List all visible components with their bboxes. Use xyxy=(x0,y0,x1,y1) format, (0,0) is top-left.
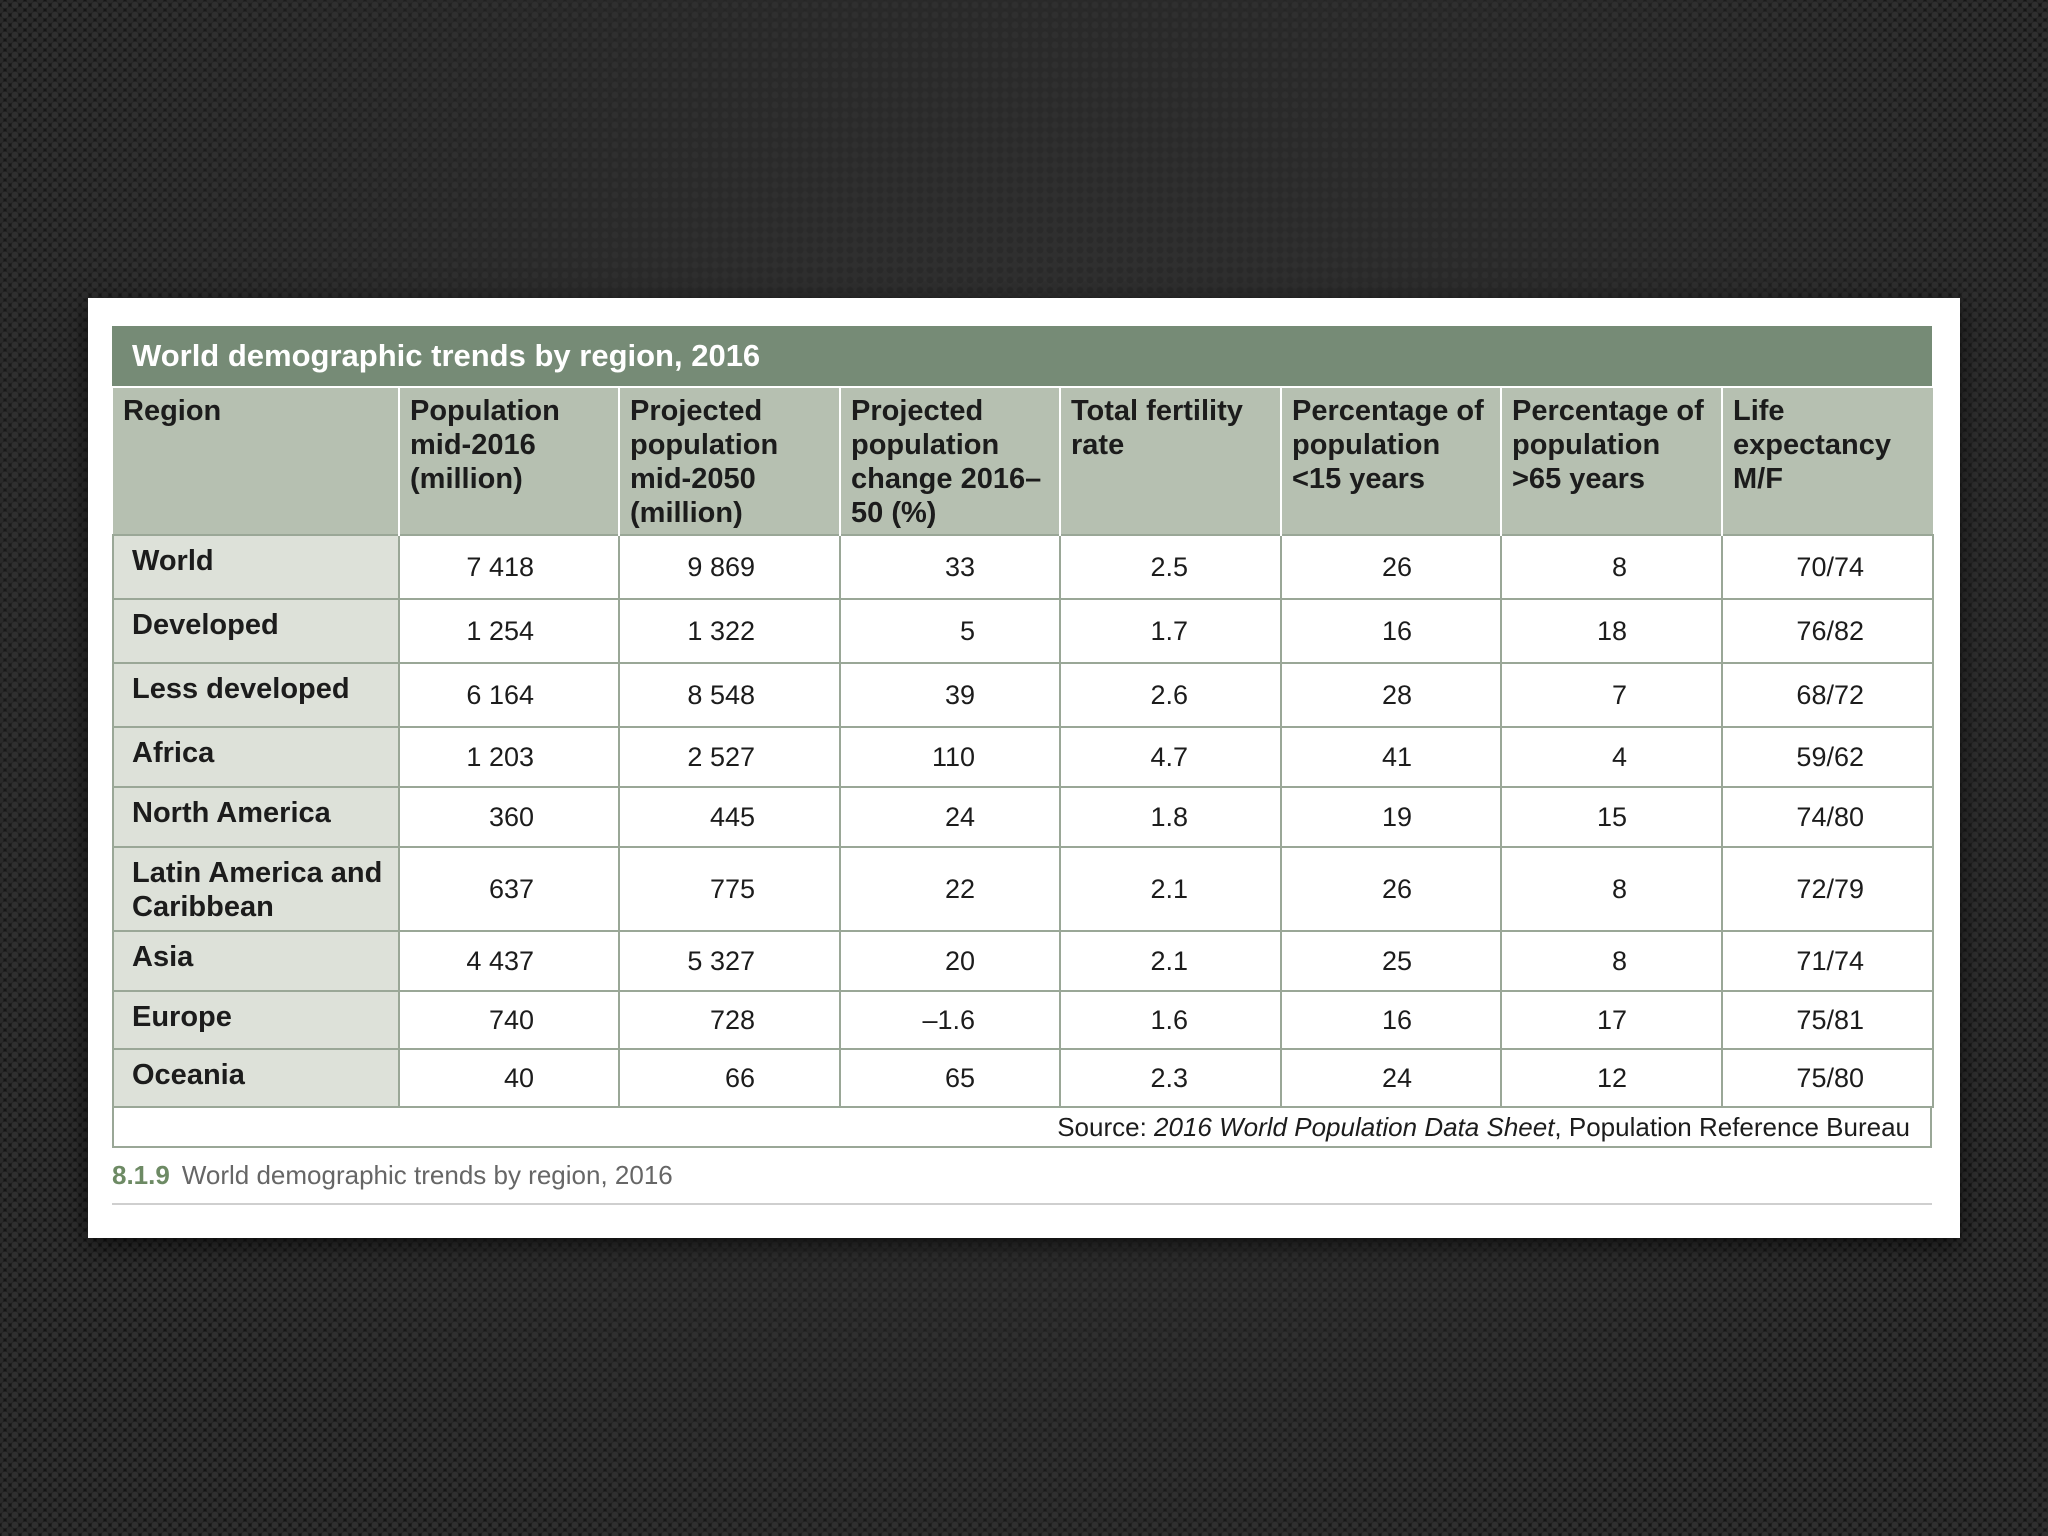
table-row xyxy=(113,847,1933,931)
cell-fertility-rate: 4.7 xyxy=(1060,727,1281,787)
cell-fertility-rate: 1.7 xyxy=(1060,599,1281,663)
row-region: North America xyxy=(113,787,399,847)
header-row xyxy=(113,388,1933,535)
cell-over-65: 8 xyxy=(1501,847,1722,931)
cell-life-expectancy: 70/74 xyxy=(1722,535,1933,599)
cell-population-2050: 1 322 xyxy=(619,599,840,663)
cell-projected-change: –1.6 xyxy=(840,991,1060,1049)
row-region: Developed xyxy=(113,599,399,663)
source-suffix: , Population Reference Bureau xyxy=(1554,1112,1910,1142)
cell-over-65: 15 xyxy=(1501,787,1722,847)
cell-over-65: 17 xyxy=(1501,991,1722,1049)
cell-life-expectancy: 71/74 xyxy=(1722,931,1933,991)
cell-fertility-rate: 2.1 xyxy=(1060,847,1281,931)
cell-population-2016: 4 437 xyxy=(399,931,619,991)
cell-under-15: 24 xyxy=(1281,1049,1501,1107)
cell-projected-change: 110 xyxy=(840,727,1060,787)
cell-population-2016: 360 xyxy=(399,787,619,847)
cell-projected-change: 20 xyxy=(840,931,1060,991)
table-row xyxy=(113,663,1933,727)
row-region: Africa xyxy=(113,727,399,787)
caption-number: 8.1.9 xyxy=(112,1160,170,1190)
table-row xyxy=(113,787,1933,847)
header-projected-change: Projected population change 2016–50 (%) xyxy=(840,388,1060,535)
cell-population-2050: 445 xyxy=(619,787,840,847)
cell-projected-change: 24 xyxy=(840,787,1060,847)
row-region: World xyxy=(113,535,399,599)
cell-over-65: 8 xyxy=(1501,535,1722,599)
cell-projected-change: 65 xyxy=(840,1049,1060,1107)
cell-projected-change: 39 xyxy=(840,663,1060,727)
source-line xyxy=(112,1108,1932,1148)
slide-card xyxy=(88,298,1960,1238)
cell-fertility-rate: 2.1 xyxy=(1060,931,1281,991)
row-region: Asia xyxy=(113,931,399,991)
cell-life-expectancy: 76/82 xyxy=(1722,599,1933,663)
cell-fertility-rate: 1.6 xyxy=(1060,991,1281,1049)
table-row xyxy=(113,535,1933,599)
header-percent-over-65: Percentage of population >65 years xyxy=(1501,388,1722,535)
header-life-expectancy: Life expectancy M/F xyxy=(1722,388,1933,535)
cell-population-2016: 6 164 xyxy=(399,663,619,727)
demographic-table-container xyxy=(112,326,1932,1205)
cell-fertility-rate: 1.8 xyxy=(1060,787,1281,847)
table-row xyxy=(113,931,1933,991)
cell-over-65: 4 xyxy=(1501,727,1722,787)
cell-population-2016: 1 203 xyxy=(399,727,619,787)
cell-under-15: 25 xyxy=(1281,931,1501,991)
header-percent-under-15: Percentage of population <15 years xyxy=(1281,388,1501,535)
cell-under-15: 28 xyxy=(1281,663,1501,727)
cell-under-15: 41 xyxy=(1281,727,1501,787)
cell-fertility-rate: 2.3 xyxy=(1060,1049,1281,1107)
cell-population-2016: 637 xyxy=(399,847,619,931)
cell-population-2016: 7 418 xyxy=(399,535,619,599)
cell-over-65: 8 xyxy=(1501,931,1722,991)
row-region: Europe xyxy=(113,991,399,1049)
caption-text: World demographic trends by region, 2016 xyxy=(181,1160,673,1190)
cell-under-15: 26 xyxy=(1281,847,1501,931)
cell-over-65: 7 xyxy=(1501,663,1722,727)
source-title: 2016 World Population Data Sheet xyxy=(1154,1112,1555,1142)
table-row xyxy=(113,991,1933,1049)
header-projected-population-2050: Projected population mid-2050 (million) xyxy=(619,388,840,535)
cell-life-expectancy: 59/62 xyxy=(1722,727,1933,787)
cell-under-15: 26 xyxy=(1281,535,1501,599)
cell-life-expectancy: 74/80 xyxy=(1722,787,1933,847)
cell-fertility-rate: 2.5 xyxy=(1060,535,1281,599)
row-region: Latin America and Caribbean xyxy=(113,847,399,931)
table-row xyxy=(113,727,1933,787)
cell-population-2050: 8 548 xyxy=(619,663,840,727)
cell-population-2050: 9 869 xyxy=(619,535,840,599)
cell-under-15: 16 xyxy=(1281,991,1501,1049)
cell-population-2016: 1 254 xyxy=(399,599,619,663)
header-region: Region xyxy=(113,388,399,535)
cell-population-2050: 728 xyxy=(619,991,840,1049)
header-total-fertility-rate: Total fertility rate xyxy=(1060,388,1281,535)
cell-projected-change: 5 xyxy=(840,599,1060,663)
cell-life-expectancy: 72/79 xyxy=(1722,847,1933,931)
table-row xyxy=(113,1049,1933,1107)
source-prefix: Source: xyxy=(1057,1112,1155,1142)
cell-population-2050: 5 327 xyxy=(619,931,840,991)
table-body xyxy=(113,535,1933,1107)
header-population-2016: Population mid-2016 (million) xyxy=(399,388,619,535)
cell-population-2050: 775 xyxy=(619,847,840,931)
cell-under-15: 16 xyxy=(1281,599,1501,663)
demographic-table xyxy=(112,388,1934,1108)
cell-population-2016: 740 xyxy=(399,991,619,1049)
cell-over-65: 18 xyxy=(1501,599,1722,663)
cell-life-expectancy: 75/81 xyxy=(1722,991,1933,1049)
figure-caption xyxy=(112,1160,1932,1205)
cell-under-15: 19 xyxy=(1281,787,1501,847)
cell-life-expectancy: 68/72 xyxy=(1722,663,1933,727)
cell-population-2016: 40 xyxy=(399,1049,619,1107)
cell-projected-change: 22 xyxy=(840,847,1060,931)
table-title: World demographic trends by region, 2016 xyxy=(112,326,1932,388)
row-region: Oceania xyxy=(113,1049,399,1107)
cell-over-65: 12 xyxy=(1501,1049,1722,1107)
cell-population-2050: 2 527 xyxy=(619,727,840,787)
table-header xyxy=(113,388,1933,535)
cell-life-expectancy: 75/80 xyxy=(1722,1049,1933,1107)
cell-projected-change: 33 xyxy=(840,535,1060,599)
table-row xyxy=(113,599,1933,663)
cell-fertility-rate: 2.6 xyxy=(1060,663,1281,727)
cell-population-2050: 66 xyxy=(619,1049,840,1107)
row-region: Less developed xyxy=(113,663,399,727)
